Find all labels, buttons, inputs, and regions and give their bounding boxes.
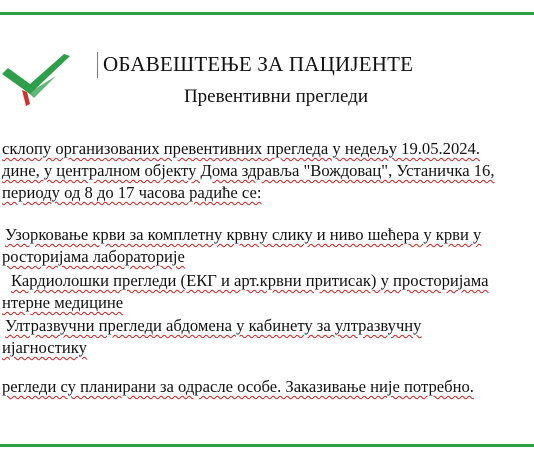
closing-line: регледи су планирани за одрасле особе. Заказивање није потребно.	[2, 377, 474, 396]
page-subtitle-text: Превентивни прегледи	[183, 86, 369, 107]
intro-line-1: склопу организованих превентивних прегледа у недељу 19.05.2024.	[2, 139, 480, 158]
item-1-line-1: Узорковање крви за комплетну крвну слику и ниво шећера у крви у	[5, 225, 482, 244]
bottom-rule	[0, 444, 534, 447]
item-3-line-1: Ултразвучни прегледи абдомена у кабинету за ултразвучну	[5, 316, 422, 335]
item-2-line-1: Кардиолошки прегледи (ЕКГ и арт.крвни притисак) у просторијама	[11, 271, 489, 290]
page-title: ОБАВЕШТЕЊЕ ЗА ПАЦИЈЕНТЕ	[103, 52, 414, 76]
intro-line-2: дине, у централном објекту Дома здравља "Вождовац", Устаничка 16,	[2, 161, 495, 180]
page-subtitle	[0, 86, 534, 108]
top-rule	[0, 12, 534, 15]
item-1-line-2: росторијама лабораторије	[2, 247, 185, 266]
item-2-line-2: нтерне медицине	[2, 293, 124, 312]
header-divider	[97, 52, 98, 78]
intro-line-3: периоду од 8 до 17 часова радиће се:	[2, 183, 262, 202]
item-3-line-2: ијагностику	[2, 338, 87, 357]
